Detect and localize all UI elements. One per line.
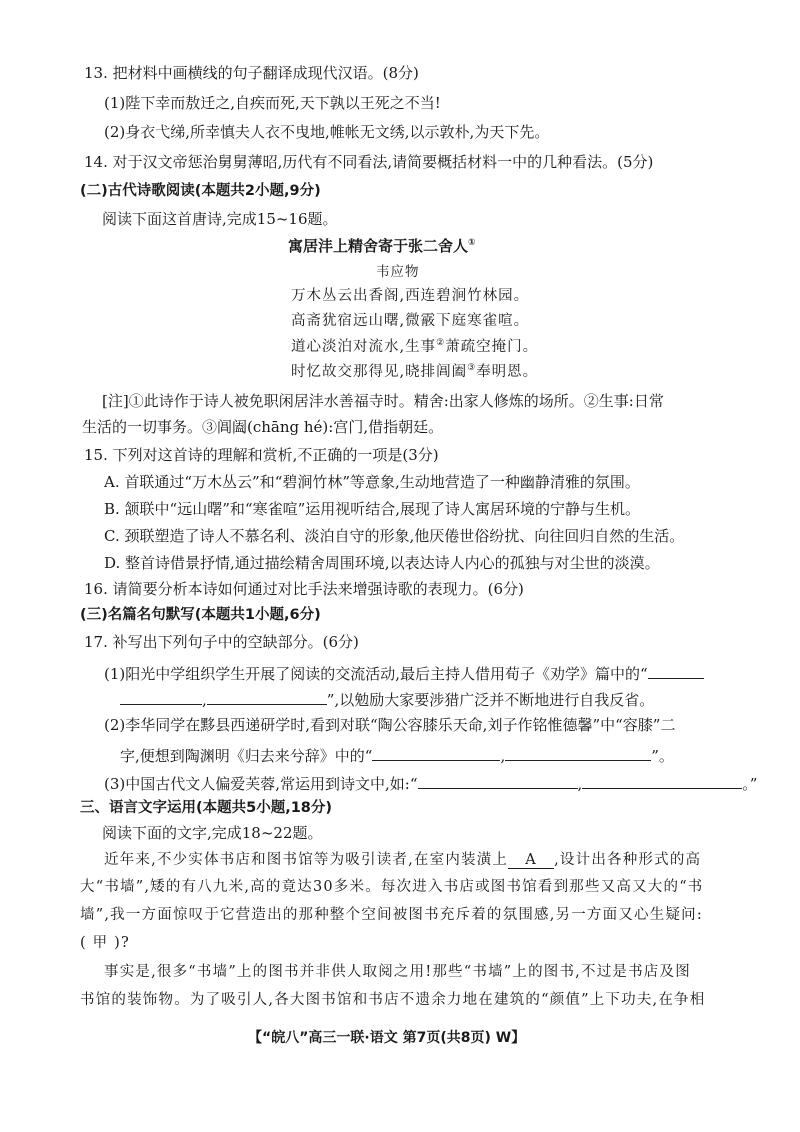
q17-item-2-line-1: (2)李华同学在黟县西递研学时,看到对联“陶公容膝乐天命,刘子作铭惟德馨”中“容膝”二 (104, 716, 676, 734)
q17-item-1-blank-start[interactable] (648, 664, 704, 679)
poem-title-footnote-mark: ① (468, 238, 476, 248)
q17-item-2-blank-b[interactable] (505, 746, 651, 761)
passage-p1-line-4: ( 甲 )? (80, 935, 131, 951)
poem-note-line-2: 生活的一切事务。③阊阖(chāng hé):宫门,借指朝廷。 (82, 418, 444, 436)
part-3-intro: 阅读下面的文字,完成18~22题。 (102, 824, 323, 842)
poem-line-3 (291, 339, 538, 354)
poem-line-1: 万木丛云出香阁,西连碧涧竹林园。 (291, 288, 530, 304)
passage-p1-line-2: 大“书墙”,矮的有八九米,高的竟达30多米。每次进入书店或图书馆看到那些又高又大的“书 (80, 879, 704, 895)
q13-sentence-1: (1)陛下幸而敖迁之,自疾而死,天下孰以王死之不当! (104, 94, 441, 112)
poem-author: 韦应物 (376, 264, 420, 280)
passage-p1-line-1 (104, 853, 701, 869)
q17-item-3-blank-a[interactable] (418, 774, 578, 789)
passage-p2-line-2: 书馆的装饰物。为了吸引人,各大图书馆和书店不遗余力地在建筑的“颜值”上下功夫,在争相 (80, 992, 706, 1008)
q17-item-1-line-2 (120, 690, 654, 708)
q17-item-1-line-1 (104, 664, 704, 682)
q17-item-2-blank-a[interactable] (372, 746, 500, 761)
q17-stem: 17. 补写出下列句子中的空缺部分。(6分) (84, 633, 359, 651)
q15-stem: 15. 下列对这首诗的理解和赏析,不正确的一项是(3分) (84, 446, 439, 464)
q17-item-2-separator: , (500, 747, 506, 765)
passage-p1-line-1-head: 近年来,不少实体书店和图书馆等为吸引读者,在室内装潢上 (104, 852, 509, 868)
section-3-heading: (三)名篇名句默写(本题共1小题,6分) (80, 607, 321, 623)
poem-title-text: 寓居沣上精舍寄于张二舍人 (288, 237, 469, 255)
q17-item-3-separator: , (577, 775, 583, 793)
section-2-heading: (二)古代诗歌阅读(本题共2小题,9分) (80, 183, 321, 199)
q17-item-2-line-2 (120, 746, 674, 764)
passage-p1-line-3: 墙”,我一方面惊叹于它营造出的那种整个空间被图书充斥着的氛围感,另一方面又心生疑问: (80, 907, 703, 923)
q17-item-3-blank-b[interactable] (582, 774, 742, 789)
poem-title (288, 239, 476, 254)
poem-line-3-part-2: 萧疏空掩门。 (445, 338, 539, 355)
poem-note-line-1: [注]①此诗作于诗人被免职闲居沣水善福寺时。精舍:出家人修炼的场所。②生事:日常 (102, 392, 664, 410)
q17-item-3-line (104, 774, 757, 792)
q16-stem: 16. 请简要分析本诗如何通过对比手法来增强诗歌的表现力。(6分) (84, 580, 524, 598)
q14-stem: 14. 对于汉文帝惩治舅舅薄昭,历代有不同看法,请简要概括材料一中的几种看法。(5分) (84, 153, 654, 171)
q15-option-d: D. 整首诗借景抒情,通过描绘精舍周围环境,以表达诗人内心的孤独与对尘世的淡漠。 (104, 554, 660, 572)
q17-item-1-blank-b[interactable] (207, 690, 327, 705)
poem-line-3-part-1: 道心淡泊对流水,生事 (291, 338, 437, 355)
poem-line-4-part-2: 奉明恩。 (476, 363, 539, 380)
q15-option-a: A. 首联通过“万木丛云”和“碧涧竹林”等意象,生动地营造了一种幽静清雅的氛围。 (104, 473, 640, 491)
poem-line-4-footnote-mark: ③ (467, 363, 477, 373)
q17-item-2-head: 字,便想到陶渊明《归去来兮辞》中的“ (120, 747, 373, 765)
section-2-intro: 阅读下面这首唐诗,完成15~16题。 (102, 210, 338, 228)
q17-item-3-tail: 。” (742, 775, 758, 793)
poem-line-4-part-1: 时忆故交那得见,晓排阊阖 (291, 363, 468, 380)
poem-line-3-footnote-mark: ② (436, 338, 446, 348)
q17-item-1-separator: , (202, 691, 207, 709)
poem-line-4 (291, 364, 538, 379)
q15-option-b: B. 颔联中“远山曙”和“寒雀喧”运用视听结合,展现了诗人寓居环境的宁静与生机。 (104, 500, 641, 518)
blank-mark-a: A (508, 853, 554, 869)
passage-p2-line-1: 事实是,很多“书墙”上的图书并非供人取阅之用!那些“书墙”上的图书,不过是书店及图 (104, 964, 691, 980)
poem-line-2: 高斋犹宿远山曙,微霰下庭寒雀喧。 (291, 313, 530, 329)
part-3-heading: 三、语言文字运用(本题共5小题,18分) (80, 800, 333, 816)
q15-option-c: C. 颈联塑造了诗人不慕名利、淡泊自守的形象,他厌倦世俗纷扰、向往回归自然的生活。 (104, 527, 685, 545)
page-footer: 【“皖八”高三一联·语文 第7页(共8页) W】 (248, 1030, 526, 1046)
q17-item-2-tail: ”。 (651, 747, 674, 765)
q17-item-1-blank-a[interactable] (120, 690, 202, 705)
q17-item-1-text: (1)阳光中学组织学生开展了阅读的交流活动,最后主持人借用荀子《劝学》篇中的“ (104, 665, 648, 683)
q13-sentence-2: (2)身衣弋绨,所幸慎夫人衣不曳地,帷帐无文绣,以示敦朴,为天下先。 (104, 123, 550, 141)
q13-stem: 13. 把材料中画横线的句子翻译成现代汉语。(8分) (84, 64, 419, 82)
q17-item-3-head: (3)中国古代文人偏爱芙蓉,常运用到诗文中,如:“ (104, 775, 418, 793)
q17-item-1-tail: ”,以勉励大家要涉猎广泛并不断地进行自我反省。 (326, 691, 655, 709)
passage-p1-line-1-tail: ,设计出各种形式的高 (554, 852, 702, 868)
